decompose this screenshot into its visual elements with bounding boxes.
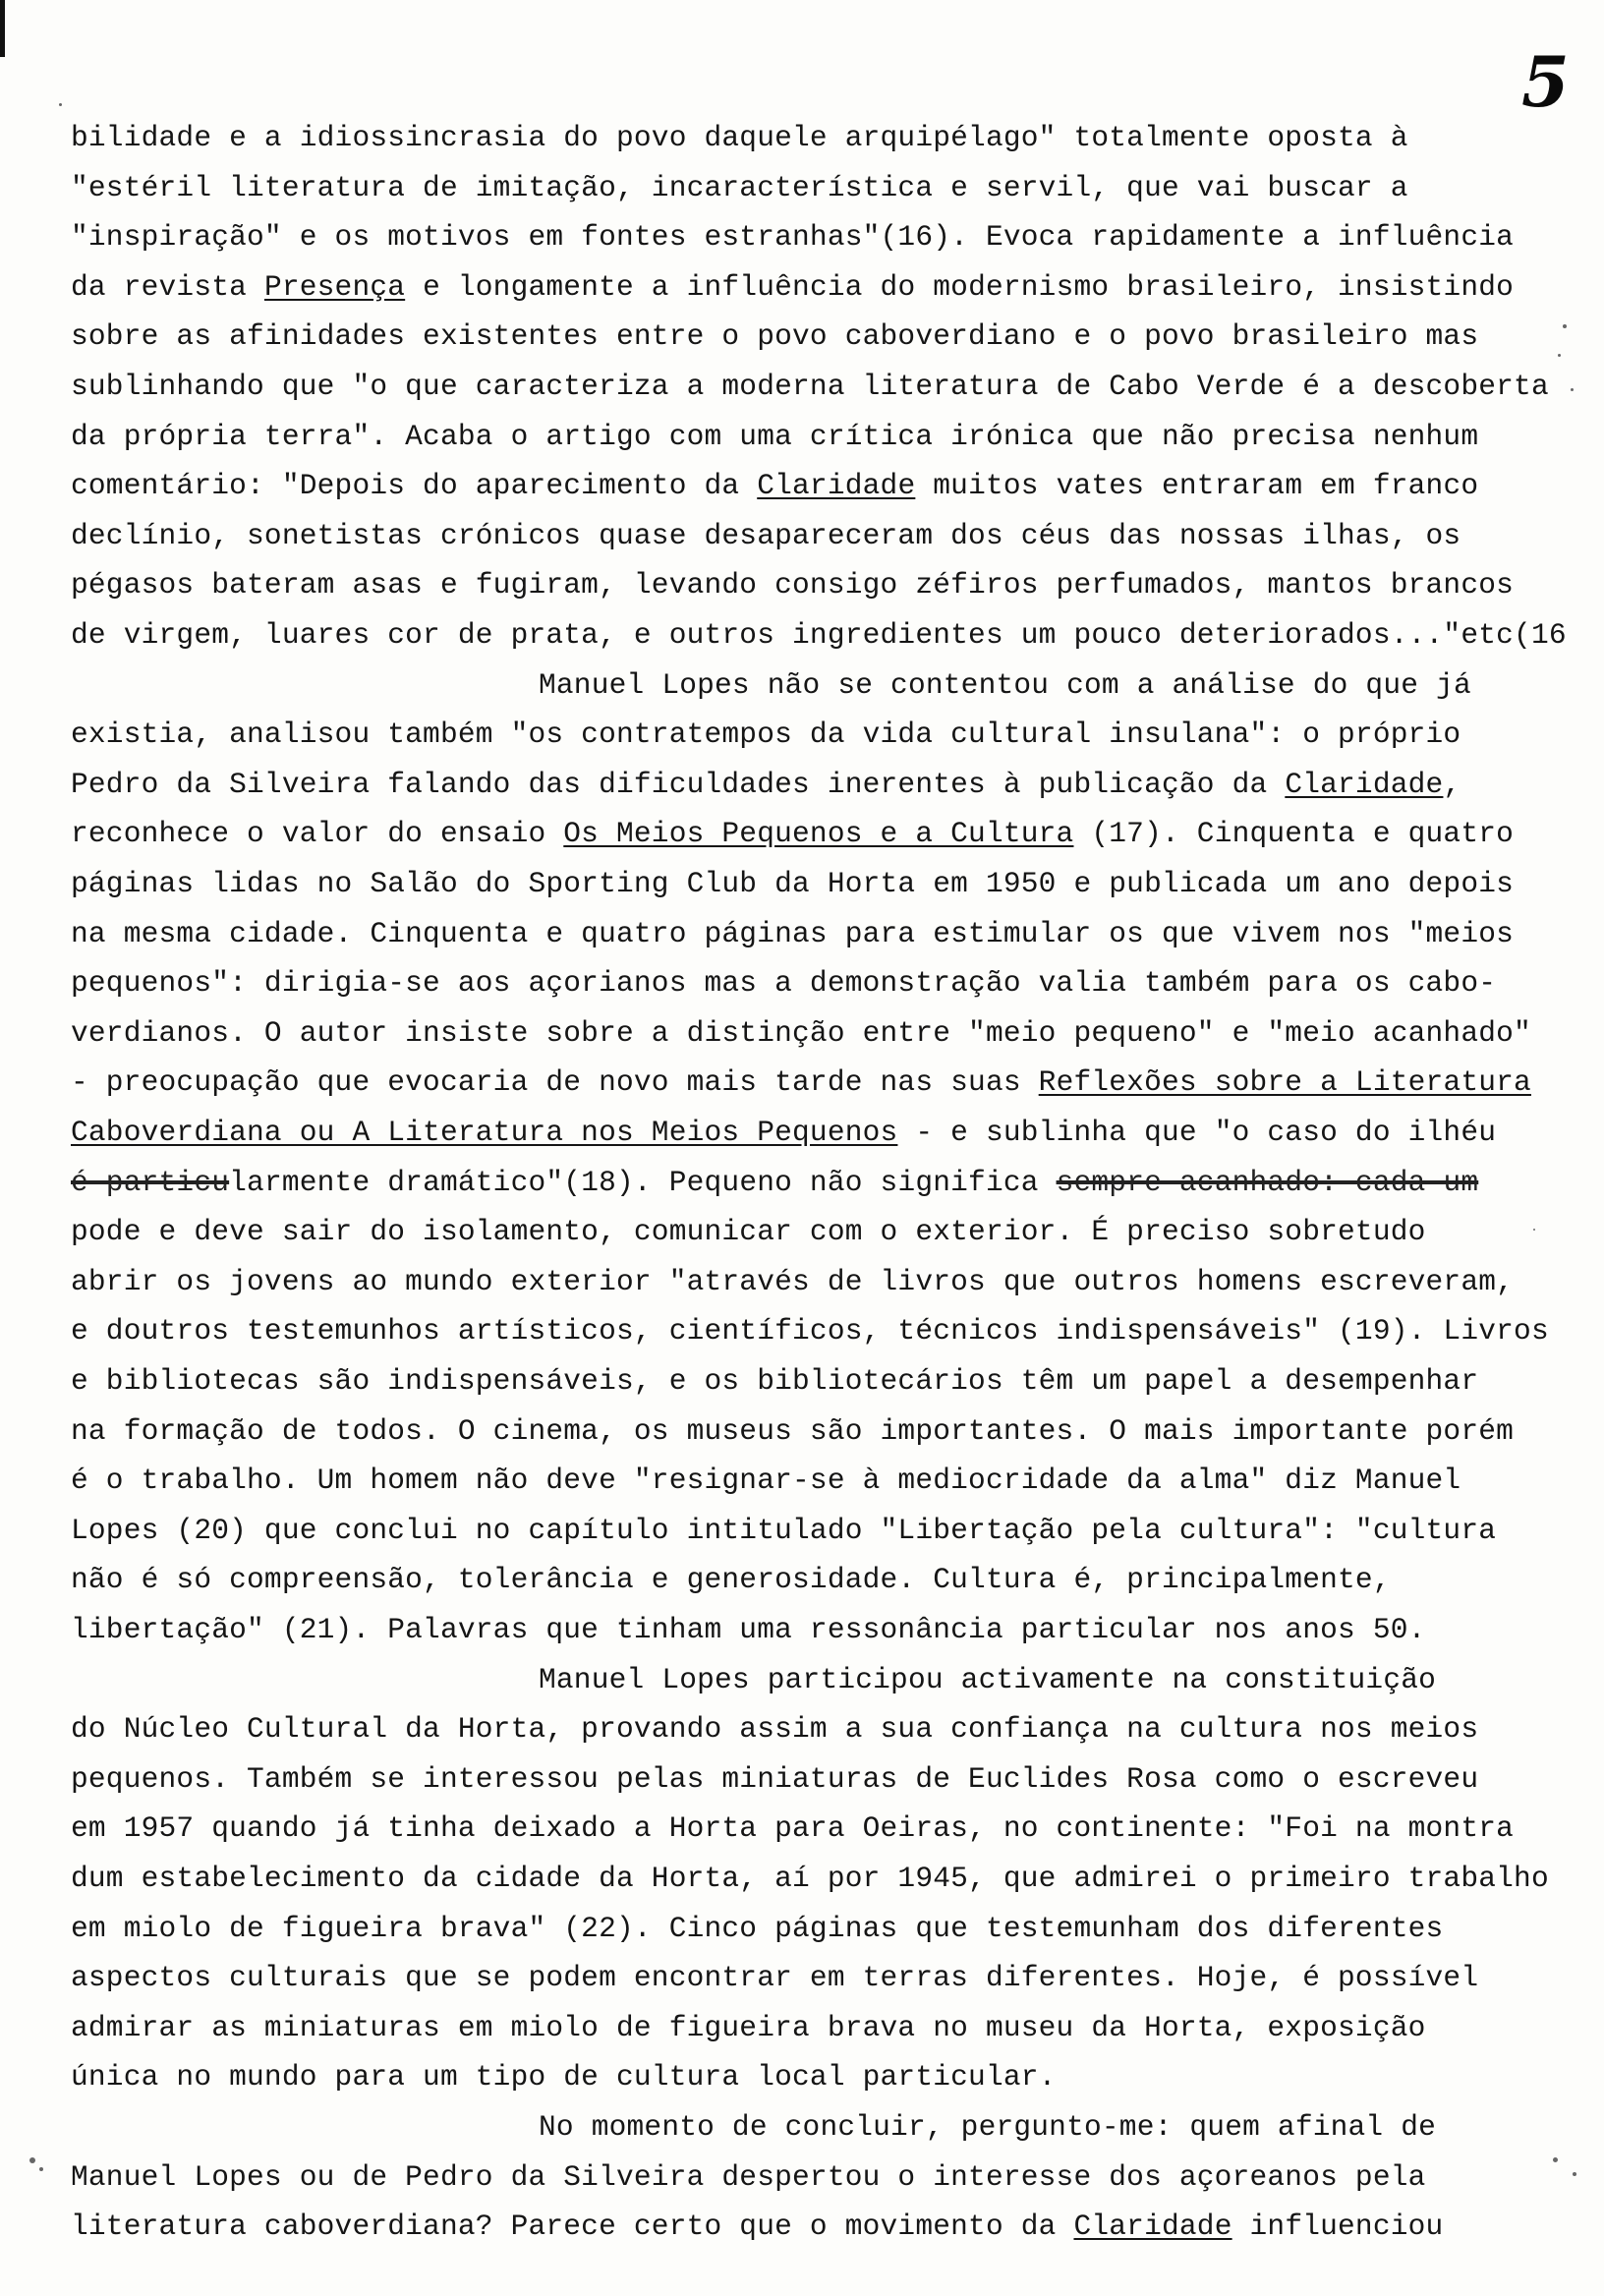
text-line [71,2159,1426,2195]
text-segment: bilidade e a idiossincrasia do povo daquele arquipélago" totalmente oposta à [71,121,1408,154]
text-line [71,1711,1478,1747]
underlined-title: Claridade [1285,767,1444,801]
struck-out-text: é particu [71,1165,230,1199]
text-segment: muitos vates entraram em franco [915,469,1479,503]
text-segment: existia, analisou também "os contratempos da vida cultural insulana": o próprio [71,718,1461,752]
text-segment: comentário: "Depois do aparecimento da [71,469,758,503]
text-segment: literatura caboverdiana? Parece certo que o movimento da [71,2210,1074,2244]
text-segment: sobre as afinidades existentes entre o povo caboverdiano e o povo brasileiro mas [71,319,1479,354]
text-segment: páginas lidas no Salão do Sporting Club da Horta em 1950 e publicada um ano depois [71,867,1515,900]
struck-out-text: sempre acanhado: cada um [1056,1165,1479,1199]
text-segment: Lopes (20) que conclui no capítulo intitulado "Libertação pela cultura": "cultura [71,1513,1497,1547]
underlined-title: Caboverdiana ou A Literatura nos Meios Pequenos [71,1116,898,1149]
text-segment: da revista [71,269,264,304]
text-line [71,120,1408,155]
text-segment: na mesma cidade. Cinquenta e quatro páginas para estimular os que vivem nos "meios [71,916,1515,950]
text-line [539,2109,1436,2145]
text-segment: em miolo de figueira brava" (22). Cinco páginas que testemunham dos diferentes [71,1911,1444,1945]
text-line [71,2010,1426,2045]
underlined-title: Reflexões sobre a Literatura [1038,1065,1531,1100]
text-line [71,567,1514,603]
scan-speck [29,2157,35,2163]
text-segment: pégasos bateram asas e fugiram, levando consigo zéfiros perfumados, mantos brancos [71,568,1515,603]
text-segment: "estéril literatura de imitação, incaracterística e servil, que vai buscar a [71,170,1408,204]
text-segment: influenciou [1232,2210,1444,2244]
text-segment: declínio, sonetistas crónicos quase desapareceram dos céus das nossas ilhas, os [71,518,1461,552]
text-line [539,1662,1436,1697]
text-line [71,1015,1531,1051]
text-line [71,170,1408,205]
text-segment: No momento de concluir, pergunto-me: quem afinal de [539,2110,1437,2144]
text-line [71,866,1514,901]
text-segment: aspectos culturais que se podem encontrar em terras diferentes. Hoje, é possível [71,1961,1479,1995]
text-line [71,1165,1478,1200]
text-line [71,269,1514,305]
text-line [71,318,1478,354]
text-line [71,1911,1443,1946]
text-line [539,667,1471,703]
text-segment: do Núcleo Cultural da Horta, provando assim a sua confiança na cultura nos meios [71,1712,1479,1747]
text-segment: verdianos. O autor insiste sobre a distinção entre "meio pequeno" e "meio acanhado" [71,1015,1531,1050]
text-segment: reconhece o valor do ensaio [71,817,564,851]
text-line [71,1612,1426,1647]
text-segment: dum estabelecimento da cidade da Horta, aí por 1945, que admirei o primeiro trabalho [71,1862,1549,1895]
text-segment: e longamente a influência do modernismo brasileiro, insistindo [405,269,1515,304]
text-segment: e bibliotecas são indispensáveis, e os bibliotecários têm um papel a desempenhar [71,1364,1479,1398]
text-line [71,1064,1531,1100]
text-segment: na formação de todos. O cinema, os museus são importantes. O mais importante porém [71,1413,1515,1448]
text-line [71,1363,1478,1399]
text-segment: de virgem, luares cor de prata, e outros ingredientes um pouco deteriorados..."etc(16 [71,618,1567,652]
text-segment: Manuel Lopes participou activamente na constituição [539,1662,1437,1696]
text-line [71,717,1461,752]
text-segment: pequenos": dirigia-se aos açorianos mas a demonstração valia também para os cabo- [71,966,1497,1001]
page-number: 5 [1521,41,1570,123]
text-line [71,1264,1514,1299]
text-segment: admirar as miniaturas em miolo de figueira brava no museu da Horta, exposição [71,2010,1426,2044]
text-segment: "inspiração" e os motivos em fontes estranhas"(16). Evoca rapidamente a influência [71,220,1515,255]
text-segment: da própria terra". Acaba o artigo com uma crítica irónica que não precisa nenhum [71,419,1479,453]
text-line [71,518,1461,553]
text-line [71,1761,1478,1797]
text-line [71,617,1567,653]
scan-speck [1563,324,1567,328]
underlined-title: Claridade [757,469,916,503]
text-segment: em 1957 quando já tinha deixado a Horta para Oeiras, no continente: "Foi na montra [71,1811,1515,1846]
text-line [71,1313,1549,1349]
text-segment: (17). Cinquenta e quatro [1073,817,1515,851]
scan-speck [1553,2157,1558,2162]
text-line [71,816,1514,851]
text-segment: e doutros testemunhos artísticos, científicos, técnicos indispensáveis" (19). Livros [71,1314,1549,1349]
text-segment: , [1443,767,1461,801]
text-segment: pode e deve sair do isolamento, comunicar com o exterior. É preciso sobretudo [71,1215,1426,1249]
scan-speck [59,103,62,106]
text-line [71,1810,1514,1846]
text-line [71,1463,1461,1498]
text-segment: única no mundo para um tipo de cultura local particular. [71,2060,1057,2095]
text-line [71,1513,1496,1548]
scan-speck [1571,388,1574,391]
scan-edge-mark [0,0,5,57]
text-segment: larmente dramático"(18). Pequeno não significa [229,1165,1057,1199]
text-line [71,965,1496,1001]
text-line [71,468,1478,503]
text-line [71,1960,1478,1995]
scan-speck [1573,2172,1576,2176]
text-segment: abrir os jovens ao mundo exterior "através de livros que outros homens escreveram, [71,1264,1515,1298]
text-line [71,219,1514,255]
text-segment: sublinhando que "o que caracteriza a moderna literatura de Cabo Verde é a descoberta [71,370,1549,403]
text-line [71,2059,1057,2095]
text-line [71,2209,1443,2244]
text-line [71,1413,1514,1449]
scan-speck [39,2167,43,2171]
text-line [71,369,1549,404]
text-line [71,916,1514,951]
text-line [71,419,1478,454]
text-segment: - e sublinha que "o caso do ilhéu [897,1116,1497,1149]
text-line [71,767,1461,802]
text-line [71,1115,1496,1150]
text-line [71,1214,1426,1249]
scan-speck [1558,354,1561,357]
text-segment: Manuel Lopes ou de Pedro da Silveira despertou o interesse dos açoreanos pela [71,2159,1426,2194]
underlined-title: Os Meios Pequenos e a Cultura [563,817,1074,851]
text-segment: libertação" (21). Palavras que tinham uma ressonância particular nos anos 50. [71,1613,1426,1646]
underlined-title: Claridade [1073,2210,1232,2244]
text-segment: - preocupação que evocaria de novo mais tarde nas suas [71,1065,1039,1100]
scan-speck [1533,1229,1535,1231]
underlined-title: Presença [263,269,406,304]
text-segment: pequenos. Também se interessou pelas miniaturas de Euclides Rosa como o escreveu [71,1761,1479,1796]
text-segment: é o trabalho. Um homem não deve "resignar-se à mediocridade da alma" diz Manuel [71,1464,1461,1498]
text-line [71,1861,1549,1896]
text-segment: não é só compreensão, tolerância e generosidade. Cultura é, principalmente, [71,1563,1391,1597]
text-line [71,1562,1391,1597]
text-segment: Manuel Lopes não se contentou com a análise do que já [539,667,1471,702]
text-segment: Pedro da Silveira falando das dificuldades inerentes à publicação da [71,767,1286,801]
